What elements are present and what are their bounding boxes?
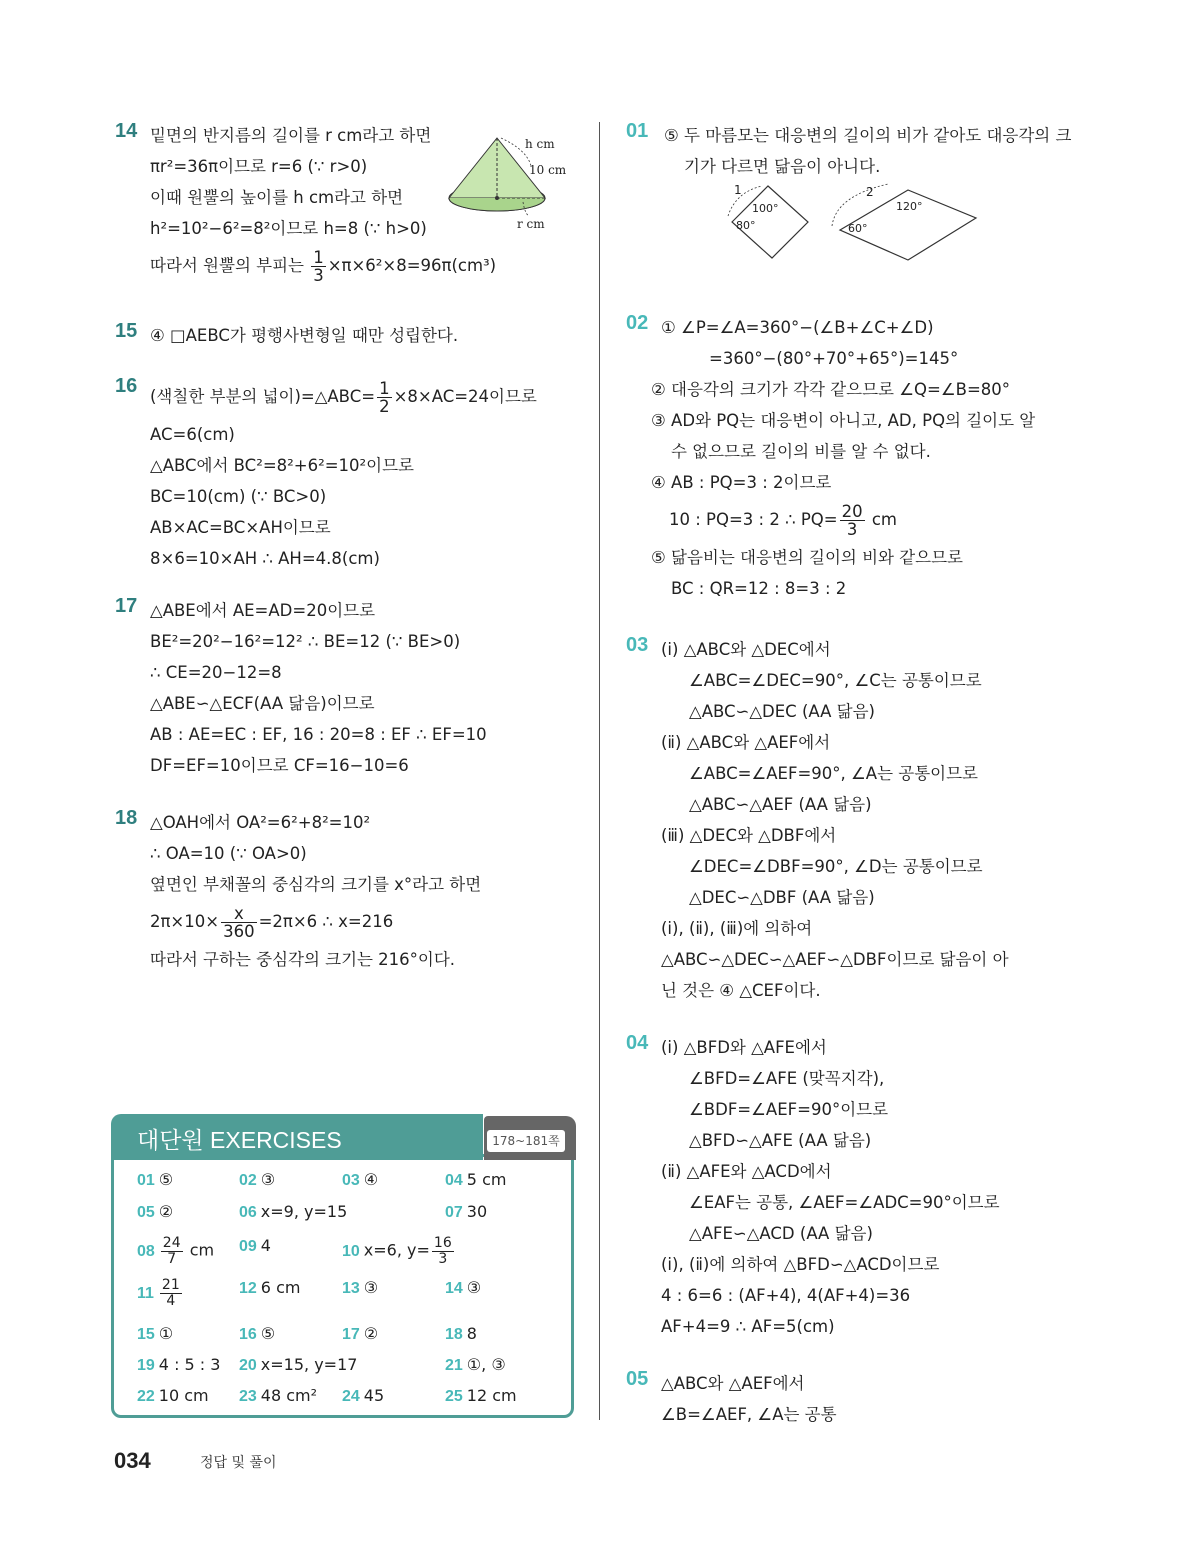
solution-line: ∠EAF는 공통, ∠AEF=∠ADC=90°이므로 [689,1193,1000,1212]
answer-value: ① [158,1324,174,1343]
problem-16 [115,375,585,595]
rhombus-figures [718,182,1018,277]
solution-line: △ABC∽△DEC (AA 닮음) [689,702,875,721]
right-column [626,120,1096,1438]
problem-number: 14 [115,120,138,142]
answer-value: ④ [363,1170,379,1189]
solution-line: AF+4=9 ∴ AF=5(cm) [661,1317,835,1336]
solution-line: AC=6(cm) [150,425,235,444]
solution-line [150,375,585,419]
answer-value: ③ [466,1278,482,1297]
answer-value: 10 cm [158,1386,209,1405]
volume-line [150,244,585,288]
answer-item [445,1324,477,1344]
cone-figure [447,130,577,245]
answer-value: ⑤ [158,1170,174,1189]
solution-line: 따라서 구하는 중심각의 크기는 216°이다. [150,950,456,969]
solution-line: AB×AC=BC×AH이므로 [150,518,331,537]
answer-item [239,1236,271,1256]
answer-item [239,1355,357,1375]
answer-value: 5 cm [466,1170,507,1189]
answer-item [137,1202,173,1222]
answer-value: 4 [260,1236,271,1255]
solution-line: △OAH에서 OA²=6²+8²=10² [150,813,371,832]
answer-value: x=15, y=17 [260,1355,358,1374]
fraction: $\frac{1}{3}$ [313,247,324,285]
answer-item [239,1386,317,1406]
solution-line: πr²=36π이므로 r=6 (∵ r>0) [150,157,368,176]
problem-number: 01 [626,120,649,142]
answer-value: 12 cm [466,1386,517,1405]
solution-line: △AFE∽△ACD (AA 닮음) [689,1224,873,1243]
answer-number: 07 [445,1204,463,1221]
problem-number: 02 [626,312,649,334]
equation-line [150,900,585,944]
exercises-header [111,1114,483,1160]
answer-value: ①, ③ [466,1355,506,1374]
solution-line: ① ∠P=∠A=360°−(∠B+∠C+∠D) [661,318,934,337]
problem-number: 16 [115,375,138,397]
rhombus-2 [832,184,976,260]
solution-line: 이때 원뿔의 높이를 h cm라고 하면 [150,188,404,207]
answer-number: 22 [137,1388,155,1405]
text: 10 : PQ=3 : 2 ∴ PQ= [669,510,838,529]
answer-value: 45 [363,1386,385,1405]
answer-number: 18 [445,1326,463,1343]
problem-01 [626,120,1096,312]
answer-number: 06 [239,1204,257,1221]
problem-02 [626,312,1096,634]
label-r: r cm [517,217,545,231]
page-number: 034 [114,1448,151,1473]
solution-line: △ABE∽△ECF(AA 닮음)이므로 [150,694,375,713]
fraction: $\frac{x}{360}$ [223,903,255,941]
exercises-box [111,1114,574,1416]
text: (색칠한 부분의 넓이)=△ABC= [150,387,376,406]
solution-line: (ⅱ) △ABC와 △AEF에서 [661,733,831,752]
answer-fraction: $\frac{21}{4}$ [161,1277,180,1309]
answer-item [137,1170,173,1190]
answer-value: x=9, y=15 [260,1202,348,1221]
answer-value: ③ [363,1278,379,1297]
answer-item [239,1324,275,1344]
answer-item [137,1324,173,1344]
side-label: 1 [734,183,742,197]
answer-item [445,1202,487,1222]
text: =2π×6 ∴ x=216 [258,912,394,931]
problem-number: 04 [626,1032,649,1054]
solution-line: △ABE에서 AE=AD=20이므로 [150,601,376,620]
solution-line: ∠BFD=∠AFE (맞꼭지각), [689,1069,885,1088]
answer-item [137,1278,184,1308]
answer-value: ② [158,1202,174,1221]
solution-line: 수 없으므로 길이의 비를 알 수 없다. [671,442,931,461]
problem-14 [115,120,585,320]
problem-15 [115,320,585,383]
answer-item [137,1386,209,1406]
text: ×8×AC=24이므로 [393,387,537,406]
solution-line: ∠ABC=∠DEC=90°, ∠C는 공통이므로 [689,671,982,690]
text: 2π×10× [150,912,220,931]
solution-line: ∴ OA=10 (∵ OA>0) [150,844,307,863]
page-reference: 178~181쪽 [487,1130,565,1152]
problem-number: 18 [115,807,138,829]
solution-line: ④ AB : PQ=3 : 2이므로 [651,473,832,492]
solution-line: ④ □AEBC가 평행사변형일 때만 성립한다. [150,326,459,345]
solution-line: 밑면의 반지름의 길이를 r cm라고 하면 [150,126,432,145]
answer-number: 13 [342,1280,360,1297]
side-label: 2 [866,185,874,199]
solution-line: BE²=20²−16²=12² ∴ BE=12 (∵ BE>0) [150,632,461,651]
problem-03 [626,634,1096,1032]
solution-line: (ⅰ) △BFD와 △AFE에서 [661,1038,827,1057]
exercises-title: 대단원 EXERCISES [137,1127,342,1153]
answer-item [342,1170,378,1190]
answer-number: 24 [342,1388,360,1405]
solution-line: △ABC에서 BC²=8²+6²=10²이므로 [150,456,414,475]
answer-fraction: $\frac{24}{7}$ [162,1235,181,1267]
answer-value: 30 [466,1202,488,1221]
problem-04 [626,1032,1096,1368]
solution-line: 4 : 6=6 : (AF+4), 4(AF+4)=36 [661,1286,911,1305]
problem-18 [115,807,585,1007]
text: ×π×6²×8=96π(cm³) [327,256,497,275]
solution-line: 옆면인 부채꼴의 중심각의 크기를 x°라고 하면 [150,875,482,894]
answer-unit: cm [184,1240,215,1260]
answer-number: 04 [445,1172,463,1189]
solution-line: △ABC와 △AEF에서 [661,1374,805,1393]
angle-label: 80° [736,219,756,232]
solution-line: AB : AE=EC : EF, 16 : 20=8 : EF ∴ EF=10 [150,725,487,744]
answer-item [342,1236,456,1266]
answer-number: 14 [445,1280,463,1297]
answer-item [342,1278,378,1298]
answer-number: 12 [239,1280,257,1297]
answer-value: 48 cm² [260,1386,318,1405]
answer-item [137,1236,214,1266]
answer-item [239,1202,347,1222]
answer-number: 02 [239,1172,257,1189]
answer-number: 08 [137,1242,155,1260]
solution-line: (ⅰ), (ⅱ), (ⅲ)에 의하여 [661,919,813,938]
solution-line: △ABC∽△DEC∽△AEF∽△DBF이므로 닮음이 아 [661,950,1009,969]
answer-item [342,1324,378,1344]
answer-value: 4 : 5 : 3 [158,1355,221,1374]
label-slant: 10 cm [529,163,567,177]
answer-item [342,1386,384,1406]
solution-line: BC : QR=12 : 8=3 : 2 [671,579,847,598]
solution-line: (ⅲ) △DEC와 △DBF에서 [661,826,837,845]
text: cm [866,510,897,529]
solution-line: h²=10²−6²=8²이므로 h=8 (∵ h>0) [150,219,427,238]
answer-fraction: $\frac{16}{3}$ [433,1235,452,1267]
problem-number: 17 [115,595,138,617]
equation-line [669,498,1096,542]
solution-line: ③ AD와 PQ는 대응변이 아니고, AD, PQ의 길이도 알 [651,411,1036,430]
solution-line: 닌 것은 ④ △CEF이다. [661,981,821,1000]
solution-line: BC=10(cm) (∵ BC>0) [150,487,327,506]
solution-line: ∴ CE=20−12=8 [150,663,282,682]
answer-number: 23 [239,1388,257,1405]
solution-line: =360°−(80°+70°+65°)=145° [709,349,959,368]
solution-line: △ABC∽△AEF (AA 닮음) [689,795,872,814]
solution-line: 기가 다르면 닮음이 아니다. [684,157,881,176]
problem-05 [626,1368,1096,1438]
solution-line: (ⅰ), (ⅱ)에 의하여 △BFD∽△ACD이므로 [661,1255,940,1274]
answer-item [137,1355,220,1375]
answer-number: 19 [137,1357,155,1374]
solution-line: ∠BDF=∠AEF=90°이므로 [689,1100,889,1119]
answer-item [445,1355,506,1375]
answer-value: 8 [466,1324,477,1343]
answer-number: 11 [137,1284,154,1302]
solution-line: DF=EF=10이므로 CF=16−10=6 [150,756,409,775]
text: 따라서 원뿔의 부피는 [150,256,310,275]
answer-number: 05 [137,1204,155,1221]
answer-number: 15 [137,1326,155,1343]
answer-value: x=6, y= [363,1240,430,1260]
answer-number: 01 [137,1172,155,1189]
solution-line: ② 대응각의 크기가 각각 같으므로 ∠Q=∠B=80° [651,380,1011,399]
fraction: $\frac{1}{2}$ [379,378,390,416]
answer-value: ② [363,1324,379,1343]
answer-item [239,1278,300,1298]
angle-label: 100° [752,202,779,215]
answer-item [445,1170,506,1190]
answer-value: ⑤ [260,1324,276,1343]
angle-label: 60° [848,222,868,235]
solution-line: 8×6=10×AH ∴ AH=4.8(cm) [150,549,380,568]
problem-number: 03 [626,634,649,656]
answer-number: 20 [239,1357,257,1374]
rhombus-1 [728,183,808,258]
answer-number: 25 [445,1388,463,1405]
fraction: $\frac{20}{3}$ [841,501,863,539]
answer-number: 16 [239,1326,257,1343]
footer-label: 정답 및 풀이 [200,1455,277,1471]
solution-line: ∠DEC=∠DBF=90°, ∠D는 공통이므로 [689,857,983,876]
answer-item [239,1170,275,1190]
solution-line: △BFD∽△AFE (AA 닮음) [689,1131,872,1150]
problem-17 [115,595,585,807]
answer-number: 03 [342,1172,360,1189]
answer-number: 17 [342,1326,360,1343]
left-column [115,120,585,1007]
answer-number: 21 [445,1357,463,1374]
solution-line: ∠ABC=∠AEF=90°, ∠A는 공통이므로 [689,764,978,783]
answer-number: 10 [342,1242,360,1260]
angle-label: 120° [896,200,923,213]
answer-value: ③ [260,1170,276,1189]
label-h: h cm [525,137,555,151]
solution-line: △DEC∽△DBF (AA 닮음) [689,888,875,907]
column-divider [599,122,600,1420]
answer-number: 09 [239,1238,257,1255]
solution-line: (ⅱ) △AFE와 △ACD에서 [661,1162,832,1181]
solution-line: ⑤ 닮음비는 대응변의 길이의 비와 같으므로 [651,548,963,567]
answer-item [445,1386,517,1406]
solution-line: (ⅰ) △ABC와 △DEC에서 [661,640,831,659]
solution-line: ⑤ 두 마름모는 대응변의 길이의 비가 같아도 대응각의 크 [664,126,1072,145]
problem-number: 15 [115,320,138,342]
problem-number: 05 [626,1368,649,1390]
answer-value: 6 cm [260,1278,301,1297]
answer-item [445,1278,481,1298]
solution-line: ∠B=∠AEF, ∠A는 공통 [661,1405,837,1424]
